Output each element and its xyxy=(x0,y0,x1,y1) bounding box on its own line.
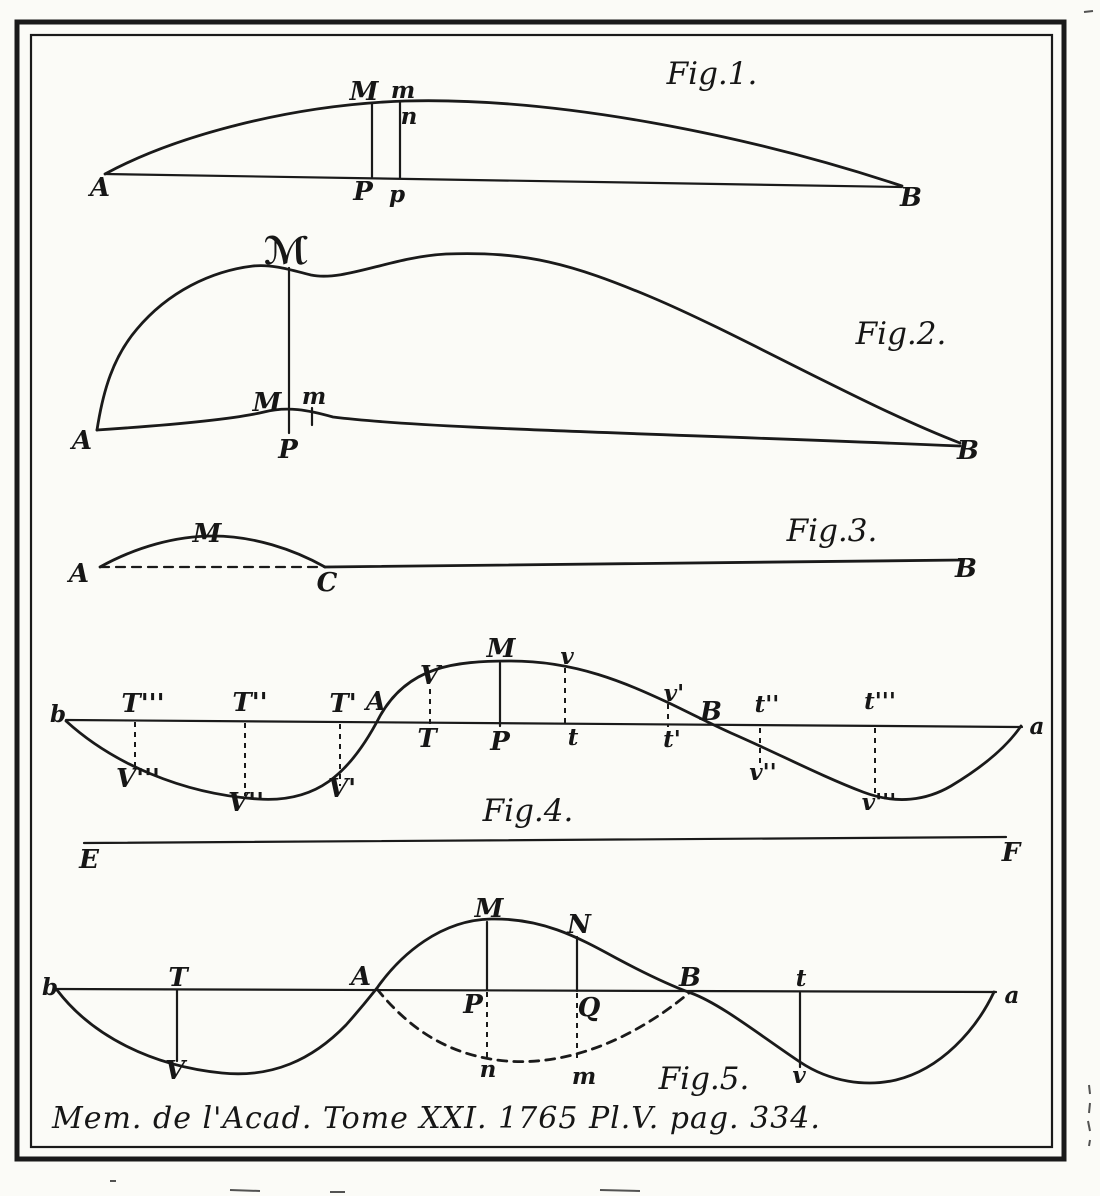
fig5-label-m: m xyxy=(571,1063,597,1090)
line-EF xyxy=(84,837,1006,843)
fig4-label-A: A xyxy=(365,687,387,717)
fig3-label-B: B xyxy=(955,554,977,584)
fig4-wave-curve xyxy=(66,661,1021,800)
fig4-label-a: a xyxy=(1029,713,1045,740)
fig1-label-B: B xyxy=(900,183,922,213)
fig4-label-v1: v' xyxy=(663,680,685,707)
fig2-label-B: B xyxy=(957,436,979,466)
fig4-label-T: T xyxy=(417,724,437,754)
fig2-label-M: M xyxy=(252,388,282,418)
fig4-label-V3: V''' xyxy=(115,764,161,794)
fig2-title: Fig.2. xyxy=(855,316,947,352)
fig2-label-script-M: ℳ xyxy=(263,228,309,273)
fig5-label-A: A xyxy=(350,962,372,992)
fig1-curve xyxy=(105,101,902,186)
fig1-group xyxy=(87,56,922,213)
fig4-label-t2: t'' xyxy=(754,691,780,718)
fig4-label-b: b xyxy=(49,701,67,728)
fig4-label-V2: V'' xyxy=(227,788,265,818)
scan-mark xyxy=(1084,11,1093,12)
fig4-label-B: B xyxy=(700,697,722,727)
fig3-label-C: C xyxy=(316,568,338,598)
fig2-group xyxy=(69,228,979,466)
fig3-label-M: M xyxy=(192,519,222,549)
fig5-label-M: M xyxy=(474,894,504,924)
fig1-label-m: m xyxy=(390,77,416,104)
fig4-label-T2: T'' xyxy=(232,688,268,718)
fig4-label-M: M xyxy=(486,634,516,664)
scan-mark xyxy=(230,1190,260,1191)
scan-mark xyxy=(600,1190,640,1191)
fig5-label-V: V xyxy=(164,1056,186,1086)
fig1-label-n: n xyxy=(400,103,418,130)
fig4-label-t3: t''' xyxy=(864,688,896,715)
plate-caption: Mem. de l'Acad. Tome XXI. 1765 Pl.V. pag. 334. xyxy=(52,1101,821,1136)
fig4-axis xyxy=(66,720,1022,727)
fig2-label-m: m xyxy=(301,383,327,410)
label-E: E xyxy=(79,845,99,875)
fig5-wave-curve xyxy=(57,919,994,1083)
fig4-label-V1: V' xyxy=(327,774,357,804)
fig4-label-t: t xyxy=(567,724,579,751)
fig5-label-T: T xyxy=(168,963,188,993)
scan-mark xyxy=(1089,1103,1090,1113)
fig1-title: Fig.1. xyxy=(666,56,758,92)
fig5-label-Q: Q xyxy=(577,993,601,1023)
fig5-label-N: N xyxy=(567,910,591,940)
fig1-label-P: P xyxy=(353,177,373,207)
fig5-label-a: a xyxy=(1004,982,1020,1009)
fig5-title: Fig.5. xyxy=(658,1061,750,1097)
fig5-group xyxy=(42,894,1020,1097)
fig1-label-M: M xyxy=(349,77,379,107)
fig5-label-t: t xyxy=(795,965,807,992)
scan-mark xyxy=(1089,1085,1090,1094)
label-F: F xyxy=(1001,838,1021,868)
line-EF-group xyxy=(78,837,1022,875)
fig5-label-v: v xyxy=(792,1062,806,1089)
fig4-label-v: v xyxy=(560,643,574,670)
fig1-label-A: A xyxy=(89,173,111,203)
fig2-lower-curve xyxy=(97,409,960,446)
scan-mark xyxy=(1089,1140,1090,1146)
fig5-label-n: n xyxy=(479,1056,497,1083)
fig4-label-V: V xyxy=(419,661,441,691)
fig3-group xyxy=(66,513,977,598)
fig3-title: Fig.3. xyxy=(786,513,878,549)
fig4-label-T3: T''' xyxy=(121,689,165,719)
scan-marks xyxy=(110,11,1093,1192)
fig4-group xyxy=(50,634,1045,829)
fig2-label-P: P xyxy=(278,435,298,465)
fig5-dashed-lower-curve xyxy=(377,989,689,1062)
fig5-label-b: b xyxy=(41,974,59,1001)
fig1-label-p: p xyxy=(388,181,406,208)
fig4-label-T1: T' xyxy=(329,689,357,719)
fig2-upper-curve xyxy=(97,254,960,443)
fig5-label-B: B xyxy=(679,963,701,993)
fig4-label-v3: v''' xyxy=(861,789,897,816)
scan-mark xyxy=(1088,1121,1090,1131)
fig2-label-A: A xyxy=(71,426,93,456)
fig3-label-A: A xyxy=(68,559,90,589)
fig4-label-P: P xyxy=(490,727,510,757)
fig4-title: Fig.4. xyxy=(482,793,574,829)
fig4-label-v2: v'' xyxy=(749,759,777,786)
fig5-label-P: P xyxy=(463,990,483,1020)
fig1-baseline xyxy=(105,174,902,187)
fig5-axis xyxy=(55,989,996,992)
fig4-label-t1: t' xyxy=(663,726,681,753)
fig3-line-CB xyxy=(325,560,962,567)
